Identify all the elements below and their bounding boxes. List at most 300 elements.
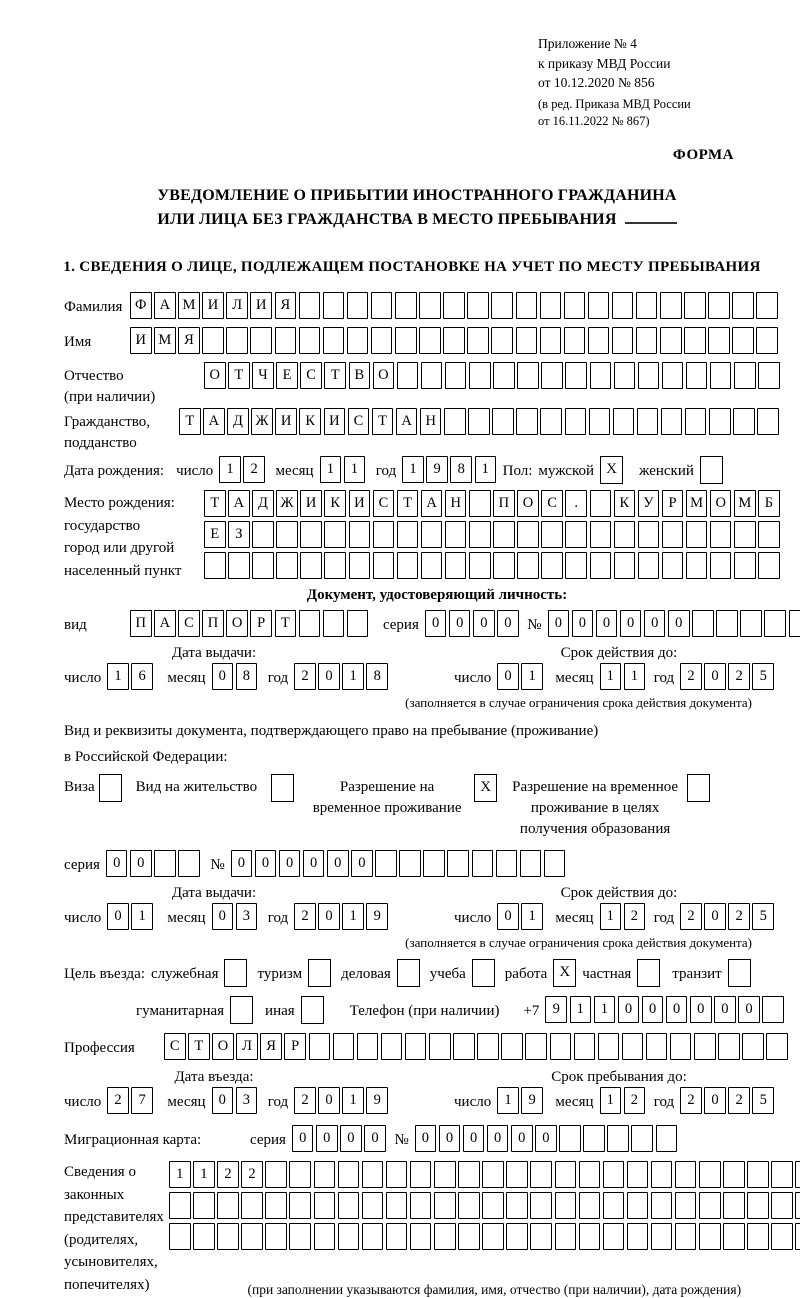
char-cell[interactable] (742, 1033, 764, 1060)
char-cell[interactable]: 1 (131, 903, 153, 930)
char-cell[interactable] (627, 1223, 649, 1250)
char-cell[interactable] (789, 610, 800, 637)
purpose-other-checkbox[interactable] (301, 996, 324, 1024)
char-cell[interactable] (638, 362, 660, 389)
char-cell[interactable] (565, 362, 587, 389)
char-cell[interactable] (555, 1192, 577, 1219)
char-cell[interactable] (540, 327, 562, 354)
char-cell[interactable] (638, 521, 660, 548)
char-cell[interactable]: 1 (521, 663, 543, 690)
char-cell[interactable]: К (324, 490, 346, 517)
char-cell[interactable]: 0 (231, 850, 253, 877)
char-cell[interactable] (517, 362, 539, 389)
char-cell[interactable] (541, 362, 563, 389)
char-cell[interactable]: 0 (318, 663, 340, 690)
char-cell[interactable] (516, 292, 538, 319)
char-cell[interactable] (482, 1192, 504, 1219)
char-cell[interactable] (747, 1161, 769, 1188)
char-cell[interactable]: 8 (236, 663, 258, 690)
char-cell[interactable]: 2 (728, 903, 750, 930)
char-cell[interactable]: К (614, 490, 636, 517)
char-cell[interactable]: 1 (344, 456, 366, 483)
char-cell[interactable] (275, 327, 297, 354)
char-cell[interactable]: 0 (473, 610, 495, 637)
char-cell[interactable]: 0 (439, 1125, 461, 1152)
char-cell[interactable]: 0 (548, 610, 570, 637)
char-cell[interactable]: Н (445, 490, 467, 517)
char-cell[interactable] (506, 1223, 528, 1250)
char-cell[interactable] (371, 327, 393, 354)
char-cell[interactable] (734, 362, 756, 389)
char-cell[interactable] (467, 292, 489, 319)
char-cell[interactable] (723, 1192, 745, 1219)
char-cell[interactable]: Ф (130, 292, 152, 319)
char-cell[interactable] (710, 552, 732, 579)
char-cell[interactable] (574, 1033, 596, 1060)
char-cell[interactable]: О (517, 490, 539, 517)
char-cell[interactable] (193, 1223, 215, 1250)
char-cell[interactable] (445, 521, 467, 548)
char-cell[interactable] (250, 327, 272, 354)
char-cell[interactable] (555, 1223, 577, 1250)
char-cell[interactable]: 0 (327, 850, 349, 877)
char-cell[interactable]: 1 (342, 1087, 364, 1114)
char-cell[interactable] (646, 1033, 668, 1060)
char-cell[interactable]: 0 (668, 610, 690, 637)
char-cell[interactable] (453, 1033, 475, 1060)
char-cell[interactable] (684, 292, 706, 319)
title-blank-underline[interactable] (625, 208, 677, 224)
char-cell[interactable] (482, 1223, 504, 1250)
char-cell[interactable] (675, 1223, 697, 1250)
char-cell[interactable] (405, 1033, 427, 1060)
char-cell[interactable] (300, 552, 322, 579)
char-cell[interactable] (756, 327, 778, 354)
char-cell[interactable]: 0 (318, 1087, 340, 1114)
char-cell[interactable]: Я (260, 1033, 282, 1060)
char-cell[interactable] (723, 1223, 745, 1250)
char-cell[interactable]: 0 (572, 610, 594, 637)
char-cell[interactable]: М (178, 292, 200, 319)
char-cell[interactable] (758, 362, 780, 389)
char-cell[interactable] (613, 408, 635, 435)
char-cell[interactable] (323, 610, 345, 637)
char-cell[interactable]: 0 (351, 850, 373, 877)
char-cell[interactable]: О (204, 362, 226, 389)
char-cell[interactable]: И (349, 490, 371, 517)
char-cell[interactable] (289, 1161, 311, 1188)
char-cell[interactable]: 0 (212, 903, 234, 930)
char-cell[interactable] (410, 1161, 432, 1188)
char-cell[interactable]: Л (236, 1033, 258, 1060)
char-cell[interactable] (758, 521, 780, 548)
char-cell[interactable]: 6 (131, 663, 153, 690)
char-cell[interactable] (614, 552, 636, 579)
char-cell[interactable] (506, 1192, 528, 1219)
char-cell[interactable]: В (349, 362, 371, 389)
char-cell[interactable] (590, 490, 612, 517)
char-cell[interactable] (588, 292, 610, 319)
char-cell[interactable] (338, 1223, 360, 1250)
temp-residence-checkbox[interactable]: X (474, 774, 497, 802)
char-cell[interactable] (636, 292, 658, 319)
char-cell[interactable] (468, 408, 490, 435)
char-cell[interactable] (614, 521, 636, 548)
char-cell[interactable] (579, 1192, 601, 1219)
char-cell[interactable]: 0 (704, 1087, 726, 1114)
char-cell[interactable] (699, 1223, 721, 1250)
char-cell[interactable] (636, 327, 658, 354)
char-cell[interactable] (434, 1161, 456, 1188)
char-cell[interactable] (469, 521, 491, 548)
char-cell[interactable] (756, 292, 778, 319)
char-cell[interactable] (241, 1223, 263, 1250)
char-cell[interactable] (764, 610, 786, 637)
char-cell[interactable]: 2 (680, 663, 702, 690)
char-cell[interactable]: 1 (521, 903, 543, 930)
char-cell[interactable]: Т (204, 490, 226, 517)
char-cell[interactable] (559, 1125, 581, 1152)
char-cell[interactable]: 0 (463, 1125, 485, 1152)
char-cell[interactable] (458, 1161, 480, 1188)
char-cell[interactable] (493, 362, 515, 389)
char-cell[interactable] (709, 408, 731, 435)
char-cell[interactable] (241, 1192, 263, 1219)
char-cell[interactable] (733, 408, 755, 435)
char-cell[interactable]: 5 (752, 1087, 774, 1114)
char-cell[interactable] (347, 327, 369, 354)
char-cell[interactable] (589, 408, 611, 435)
char-cell[interactable] (579, 1223, 601, 1250)
char-cell[interactable]: И (324, 408, 346, 435)
char-cell[interactable]: 0 (666, 996, 688, 1023)
char-cell[interactable] (347, 610, 369, 637)
char-cell[interactable] (397, 362, 419, 389)
char-cell[interactable]: Т (372, 408, 394, 435)
char-cell[interactable] (496, 850, 518, 877)
char-cell[interactable] (469, 362, 491, 389)
char-cell[interactable] (338, 1161, 360, 1188)
char-cell[interactable]: 0 (318, 903, 340, 930)
char-cell[interactable] (708, 292, 730, 319)
char-cell[interactable] (429, 1033, 451, 1060)
char-cell[interactable] (265, 1192, 287, 1219)
char-cell[interactable]: А (203, 408, 225, 435)
char-cell[interactable] (482, 1161, 504, 1188)
char-cell[interactable] (555, 1161, 577, 1188)
char-cell[interactable] (622, 1033, 644, 1060)
char-cell[interactable] (660, 327, 682, 354)
char-cell[interactable]: 0 (364, 1125, 386, 1152)
char-cell[interactable] (323, 292, 345, 319)
char-cell[interactable]: С (300, 362, 322, 389)
char-cell[interactable] (579, 1161, 601, 1188)
purpose-study-checkbox[interactable] (472, 959, 495, 987)
char-cell[interactable] (299, 610, 321, 637)
char-cell[interactable]: 1 (475, 456, 497, 483)
char-cell[interactable]: 0 (714, 996, 736, 1023)
char-cell[interactable] (699, 1161, 721, 1188)
char-cell[interactable]: 0 (316, 1125, 338, 1152)
char-cell[interactable] (397, 521, 419, 548)
char-cell[interactable] (517, 521, 539, 548)
temp-residence-edu-checkbox[interactable] (687, 774, 710, 802)
char-cell[interactable]: С (348, 408, 370, 435)
char-cell[interactable] (154, 850, 176, 877)
char-cell[interactable]: О (373, 362, 395, 389)
char-cell[interactable] (662, 362, 684, 389)
char-cell[interactable]: 0 (704, 663, 726, 690)
char-cell[interactable] (276, 552, 298, 579)
char-cell[interactable] (675, 1161, 697, 1188)
char-cell[interactable]: 0 (303, 850, 325, 877)
char-cell[interactable]: 0 (130, 850, 152, 877)
char-cell[interactable]: 0 (212, 1087, 234, 1114)
char-cell[interactable]: О (226, 610, 248, 637)
char-cell[interactable]: 0 (106, 850, 128, 877)
purpose-transit-checkbox[interactable] (728, 959, 751, 987)
char-cell[interactable] (226, 327, 248, 354)
char-cell[interactable]: 0 (535, 1125, 557, 1152)
char-cell[interactable] (217, 1223, 239, 1250)
char-cell[interactable]: П (130, 610, 152, 637)
char-cell[interactable]: 2 (217, 1161, 239, 1188)
char-cell[interactable] (444, 408, 466, 435)
char-cell[interactable]: 1 (193, 1161, 215, 1188)
char-cell[interactable] (795, 1223, 800, 1250)
char-cell[interactable] (740, 610, 762, 637)
sex-male-checkbox[interactable]: X (600, 456, 623, 484)
char-cell[interactable]: М (686, 490, 708, 517)
char-cell[interactable]: 0 (497, 663, 519, 690)
char-cell[interactable] (627, 1161, 649, 1188)
char-cell[interactable]: Ж (276, 490, 298, 517)
char-cell[interactable] (590, 552, 612, 579)
char-cell[interactable] (540, 408, 562, 435)
char-cell[interactable] (590, 362, 612, 389)
char-cell[interactable] (491, 327, 513, 354)
char-cell[interactable]: А (228, 490, 250, 517)
char-cell[interactable] (530, 1192, 552, 1219)
char-cell[interactable]: 2 (243, 456, 265, 483)
char-cell[interactable] (771, 1192, 793, 1219)
char-cell[interactable]: 0 (642, 996, 664, 1023)
char-cell[interactable]: 2 (624, 1087, 646, 1114)
char-cell[interactable] (493, 521, 515, 548)
char-cell[interactable] (314, 1161, 336, 1188)
char-cell[interactable] (469, 490, 491, 517)
char-cell[interactable]: 1 (402, 456, 424, 483)
char-cell[interactable] (410, 1223, 432, 1250)
char-cell[interactable]: 0 (511, 1125, 533, 1152)
char-cell[interactable] (651, 1161, 673, 1188)
char-cell[interactable]: 1 (497, 1087, 519, 1114)
char-cell[interactable]: 2 (680, 903, 702, 930)
char-cell[interactable]: 2 (728, 1087, 750, 1114)
char-cell[interactable] (423, 850, 445, 877)
char-cell[interactable] (757, 408, 779, 435)
char-cell[interactable]: Я (275, 292, 297, 319)
char-cell[interactable]: 0 (340, 1125, 362, 1152)
char-cell[interactable]: 0 (596, 610, 618, 637)
char-cell[interactable] (710, 362, 732, 389)
char-cell[interactable] (501, 1033, 523, 1060)
char-cell[interactable] (421, 362, 443, 389)
purpose-official-checkbox[interactable] (224, 959, 247, 987)
char-cell[interactable] (386, 1223, 408, 1250)
char-cell[interactable]: 5 (752, 903, 774, 930)
char-cell[interactable] (419, 292, 441, 319)
char-cell[interactable] (656, 1125, 678, 1152)
char-cell[interactable]: У (638, 490, 660, 517)
char-cell[interactable]: Д (252, 490, 274, 517)
char-cell[interactable] (651, 1223, 673, 1250)
char-cell[interactable]: 0 (497, 610, 519, 637)
char-cell[interactable] (289, 1192, 311, 1219)
char-cell[interactable]: И (250, 292, 272, 319)
char-cell[interactable] (217, 1192, 239, 1219)
char-cell[interactable] (472, 850, 494, 877)
char-cell[interactable] (734, 521, 756, 548)
char-cell[interactable] (516, 327, 538, 354)
char-cell[interactable]: 2 (294, 1087, 316, 1114)
char-cell[interactable] (314, 1223, 336, 1250)
char-cell[interactable]: 1 (219, 456, 241, 483)
char-cell[interactable] (661, 408, 683, 435)
char-cell[interactable]: 2 (680, 1087, 702, 1114)
char-cell[interactable] (564, 327, 586, 354)
char-cell[interactable] (762, 996, 784, 1023)
char-cell[interactable]: П (202, 610, 224, 637)
char-cell[interactable] (614, 362, 636, 389)
char-cell[interactable]: 0 (415, 1125, 437, 1152)
char-cell[interactable] (443, 292, 465, 319)
char-cell[interactable] (530, 1223, 552, 1250)
char-cell[interactable] (747, 1223, 769, 1250)
char-cell[interactable] (540, 292, 562, 319)
char-cell[interactable] (421, 552, 443, 579)
char-cell[interactable] (333, 1033, 355, 1060)
char-cell[interactable]: 0 (255, 850, 277, 877)
char-cell[interactable] (747, 1192, 769, 1219)
char-cell[interactable] (662, 552, 684, 579)
char-cell[interactable] (651, 1192, 673, 1219)
char-cell[interactable] (506, 1161, 528, 1188)
char-cell[interactable]: 2 (107, 1087, 129, 1114)
char-cell[interactable] (178, 850, 200, 877)
purpose-private-checkbox[interactable] (637, 959, 660, 987)
char-cell[interactable] (686, 521, 708, 548)
char-cell[interactable]: 0 (279, 850, 301, 877)
char-cell[interactable]: 1 (342, 903, 364, 930)
char-cell[interactable] (467, 327, 489, 354)
char-cell[interactable] (434, 1223, 456, 1250)
char-cell[interactable]: Р (662, 490, 684, 517)
char-cell[interactable]: 0 (704, 903, 726, 930)
char-cell[interactable]: 0 (620, 610, 642, 637)
char-cell[interactable]: 2 (294, 903, 316, 930)
char-cell[interactable]: 9 (521, 1087, 543, 1114)
char-cell[interactable]: 2 (294, 663, 316, 690)
char-cell[interactable] (631, 1125, 653, 1152)
char-cell[interactable]: Е (204, 521, 226, 548)
char-cell[interactable] (491, 292, 513, 319)
char-cell[interactable] (299, 327, 321, 354)
char-cell[interactable] (588, 327, 610, 354)
char-cell[interactable]: Р (284, 1033, 306, 1060)
char-cell[interactable] (299, 292, 321, 319)
char-cell[interactable] (397, 552, 419, 579)
char-cell[interactable]: 0 (425, 610, 447, 637)
char-cell[interactable] (265, 1161, 287, 1188)
char-cell[interactable]: 8 (450, 456, 472, 483)
char-cell[interactable] (718, 1033, 740, 1060)
char-cell[interactable] (492, 408, 514, 435)
char-cell[interactable] (758, 552, 780, 579)
char-cell[interactable]: 0 (449, 610, 471, 637)
char-cell[interactable]: 1 (320, 456, 342, 483)
char-cell[interactable]: 2 (241, 1161, 263, 1188)
char-cell[interactable] (314, 1192, 336, 1219)
char-cell[interactable] (395, 292, 417, 319)
sex-female-checkbox[interactable] (700, 456, 723, 484)
char-cell[interactable]: 1 (169, 1161, 191, 1188)
residence-permit-checkbox[interactable] (271, 774, 294, 802)
char-cell[interactable]: 1 (107, 663, 129, 690)
char-cell[interactable] (525, 1033, 547, 1060)
char-cell[interactable]: С (541, 490, 563, 517)
char-cell[interactable] (686, 362, 708, 389)
char-cell[interactable] (550, 1033, 572, 1060)
char-cell[interactable] (541, 552, 563, 579)
char-cell[interactable] (410, 1192, 432, 1219)
char-cell[interactable] (375, 850, 397, 877)
char-cell[interactable] (723, 1161, 745, 1188)
char-cell[interactable]: 0 (292, 1125, 314, 1152)
char-cell[interactable] (228, 552, 250, 579)
char-cell[interactable] (732, 292, 754, 319)
char-cell[interactable] (252, 521, 274, 548)
char-cell[interactable] (708, 327, 730, 354)
char-cell[interactable] (399, 850, 421, 877)
char-cell[interactable]: Т (324, 362, 346, 389)
purpose-tourism-checkbox[interactable] (308, 959, 331, 987)
char-cell[interactable] (276, 521, 298, 548)
char-cell[interactable] (323, 327, 345, 354)
char-cell[interactable] (434, 1192, 456, 1219)
char-cell[interactable] (447, 850, 469, 877)
char-cell[interactable]: 1 (342, 663, 364, 690)
char-cell[interactable]: С (178, 610, 200, 637)
char-cell[interactable] (386, 1192, 408, 1219)
char-cell[interactable] (638, 552, 660, 579)
char-cell[interactable] (590, 521, 612, 548)
char-cell[interactable] (598, 1033, 620, 1060)
char-cell[interactable] (458, 1223, 480, 1250)
char-cell[interactable] (675, 1192, 697, 1219)
char-cell[interactable] (289, 1223, 311, 1250)
char-cell[interactable]: О (212, 1033, 234, 1060)
char-cell[interactable] (710, 521, 732, 548)
char-cell[interactable]: Н (420, 408, 442, 435)
char-cell[interactable] (362, 1161, 384, 1188)
char-cell[interactable]: Т (179, 408, 201, 435)
char-cell[interactable]: 9 (366, 903, 388, 930)
char-cell[interactable] (771, 1223, 793, 1250)
char-cell[interactable] (607, 1125, 629, 1152)
char-cell[interactable]: 1 (600, 1087, 622, 1114)
char-cell[interactable]: . (565, 490, 587, 517)
